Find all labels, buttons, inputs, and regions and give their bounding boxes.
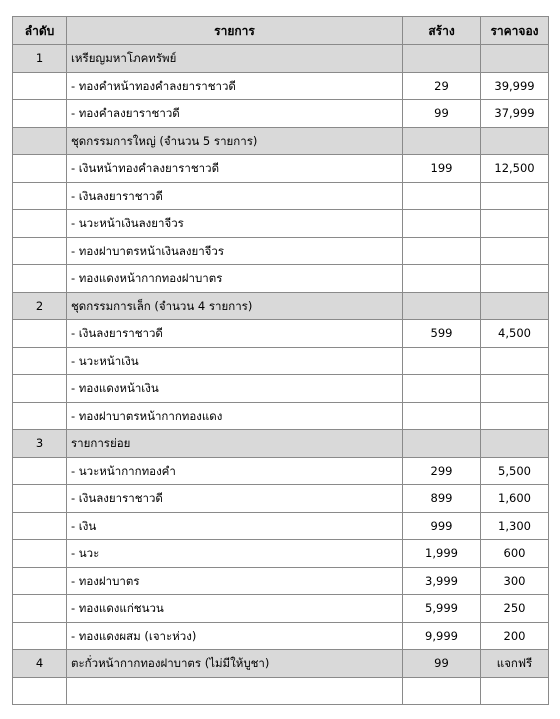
cell-qty: 299 xyxy=(403,457,481,485)
item-row xyxy=(13,512,549,540)
cell-no xyxy=(13,210,67,238)
cell-no xyxy=(13,237,67,265)
cell-no xyxy=(13,567,67,595)
cell-item: - เงิน xyxy=(67,512,403,540)
item-row xyxy=(13,265,549,293)
cell-price: 600 xyxy=(481,540,549,568)
cell-qty xyxy=(403,210,481,238)
cell-no xyxy=(13,622,67,650)
cell-qty: 29 xyxy=(403,72,481,100)
cell-qty xyxy=(403,347,481,375)
cell-item xyxy=(67,677,403,705)
group-row xyxy=(13,127,549,155)
header-row xyxy=(13,17,549,45)
cell-price: 250 xyxy=(481,595,549,623)
item-row xyxy=(13,320,549,348)
cell-qty xyxy=(403,292,481,320)
cell-qty xyxy=(403,237,481,265)
cell-no xyxy=(13,375,67,403)
cell-qty xyxy=(403,45,481,73)
cell-price xyxy=(481,402,549,430)
price-table xyxy=(12,16,549,705)
item-row xyxy=(13,622,549,650)
cell-qty xyxy=(403,265,481,293)
cell-no xyxy=(13,72,67,100)
cell-qty xyxy=(403,127,481,155)
cell-price: 200 xyxy=(481,622,549,650)
cell-no xyxy=(13,540,67,568)
cell-no xyxy=(13,512,67,540)
cell-no: 1 xyxy=(13,45,67,73)
cell-price: 12,500 xyxy=(481,155,549,183)
cell-qty: 99 xyxy=(403,650,481,678)
cell-qty: 199 xyxy=(403,155,481,183)
cell-price: 300 xyxy=(481,567,549,595)
cell-price: 5,500 xyxy=(481,457,549,485)
cell-price xyxy=(481,45,549,73)
header-price: ราคาจอง xyxy=(481,17,549,45)
table-body xyxy=(13,45,549,705)
cell-item: - เงินหน้าทองคำลงยาราชาวดี xyxy=(67,155,403,183)
cell-qty: 3,999 xyxy=(403,567,481,595)
group-row xyxy=(13,45,549,73)
item-row xyxy=(13,100,549,128)
cell-price: 1,300 xyxy=(481,512,549,540)
cell-item: - ทองคำหน้าทองคำลงยาราชาวดี xyxy=(67,72,403,100)
cell-item: - เงินลงยาราชาวดี xyxy=(67,320,403,348)
cell-item: - เงินลงยาราชาวดี xyxy=(67,485,403,513)
item-row xyxy=(13,347,549,375)
cell-item: - นวะ xyxy=(67,540,403,568)
cell-item: - ทองแดงหน้ากากทองฝาบาตร xyxy=(67,265,403,293)
cell-price xyxy=(481,265,549,293)
cell-item: ชุดกรรมการเล็ก (จำนวน 4 รายการ) xyxy=(67,292,403,320)
cell-qty: 1,999 xyxy=(403,540,481,568)
group-row xyxy=(13,430,549,458)
cell-price xyxy=(481,182,549,210)
cell-no xyxy=(13,595,67,623)
cell-item: - ทองฝาบาตร xyxy=(67,567,403,595)
cell-price xyxy=(481,677,549,705)
cell-item: เหรียญมหาโภคทรัพย์ xyxy=(67,45,403,73)
item-row xyxy=(13,72,549,100)
item-row xyxy=(13,375,549,403)
cell-qty: 599 xyxy=(403,320,481,348)
item-row xyxy=(13,485,549,513)
item-row xyxy=(13,182,549,210)
header-qty: สร้าง xyxy=(403,17,481,45)
cell-price xyxy=(481,127,549,155)
cell-price: 39,999 xyxy=(481,72,549,100)
item-row xyxy=(13,402,549,430)
cell-item: ตะกั่วหน้ากากทองฝาบาตร (ไม่มีให้บูชา) xyxy=(67,650,403,678)
cell-no xyxy=(13,320,67,348)
cell-price xyxy=(481,430,549,458)
item-row xyxy=(13,237,549,265)
cell-qty: 99 xyxy=(403,100,481,128)
item-row xyxy=(13,155,549,183)
item-row xyxy=(13,567,549,595)
cell-price xyxy=(481,237,549,265)
cell-qty: 999 xyxy=(403,512,481,540)
cell-qty xyxy=(403,182,481,210)
group-row xyxy=(13,292,549,320)
blank-row xyxy=(13,677,549,705)
cell-qty xyxy=(403,430,481,458)
cell-item: - ทองฝาบาตรหน้ากากทองแดง xyxy=(67,402,403,430)
cell-item: รายการย่อย xyxy=(67,430,403,458)
cell-qty xyxy=(403,402,481,430)
item-row xyxy=(13,540,549,568)
cell-qty: 9,999 xyxy=(403,622,481,650)
cell-item: - เงินลงยาราชาวดี xyxy=(67,182,403,210)
cell-no xyxy=(13,457,67,485)
cell-item: - นวะหน้าเงิน xyxy=(67,347,403,375)
cell-item: - นวะหน้าเงินลงยาจีวร xyxy=(67,210,403,238)
cell-no: 3 xyxy=(13,430,67,458)
cell-no xyxy=(13,677,67,705)
cell-qty xyxy=(403,375,481,403)
group-row xyxy=(13,650,549,678)
cell-no xyxy=(13,485,67,513)
cell-qty xyxy=(403,677,481,705)
header-item: รายการ xyxy=(67,17,403,45)
cell-no: 2 xyxy=(13,292,67,320)
cell-price xyxy=(481,375,549,403)
cell-price xyxy=(481,347,549,375)
cell-no xyxy=(13,100,67,128)
cell-price: 37,999 xyxy=(481,100,549,128)
cell-item: - ทองแดงหน้าเงิน xyxy=(67,375,403,403)
cell-item: ชุดกรรมการใหญ่ (จำนวน 5 รายการ) xyxy=(67,127,403,155)
cell-price: แจกฟรี xyxy=(481,650,549,678)
cell-no xyxy=(13,265,67,293)
cell-item: - ทองแดงแก่ชนวน xyxy=(67,595,403,623)
cell-no: 4 xyxy=(13,650,67,678)
cell-item: - นวะหน้ากากทองคำ xyxy=(67,457,403,485)
cell-price: 4,500 xyxy=(481,320,549,348)
cell-item: - ทองแดงผสม (เจาะห่วง) xyxy=(67,622,403,650)
cell-qty: 899 xyxy=(403,485,481,513)
header-no: ลำดับ xyxy=(13,17,67,45)
cell-item: - ทองคำลงยาราชาวดี xyxy=(67,100,403,128)
cell-price: 1,600 xyxy=(481,485,549,513)
cell-price xyxy=(481,210,549,238)
cell-price xyxy=(481,292,549,320)
item-row xyxy=(13,210,549,238)
item-row xyxy=(13,595,549,623)
cell-item: - ทองฝาบาตรหน้าเงินลงยาจีวร xyxy=(67,237,403,265)
cell-no xyxy=(13,347,67,375)
cell-no xyxy=(13,127,67,155)
cell-no xyxy=(13,182,67,210)
cell-no xyxy=(13,402,67,430)
item-row xyxy=(13,457,549,485)
cell-no xyxy=(13,155,67,183)
cell-qty: 5,999 xyxy=(403,595,481,623)
